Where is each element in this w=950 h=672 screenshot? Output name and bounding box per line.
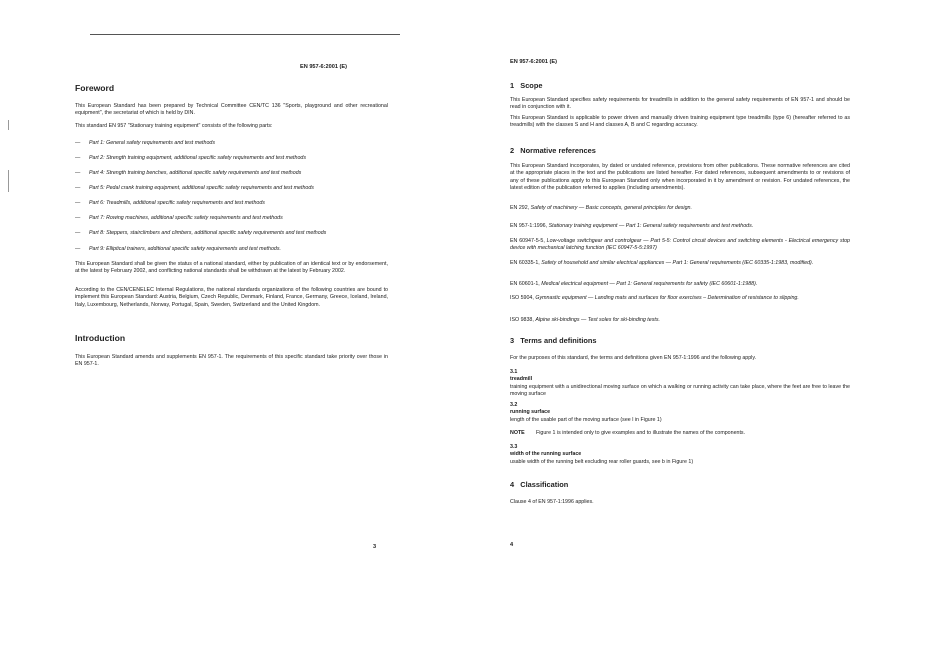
part-title: Part 1: General safety requirements and test methods bbox=[89, 140, 216, 146]
page-header: EN 957-6:2001 (E) bbox=[510, 59, 557, 65]
part-title: Part 8: Steppers, stairclimbers and climbers, additional specific safety requirements and test methods bbox=[89, 230, 327, 236]
part-list-item bbox=[75, 140, 388, 147]
scan-mark bbox=[8, 120, 9, 130]
page-number: 3 bbox=[373, 544, 377, 550]
reference-item bbox=[510, 281, 850, 288]
dash: — bbox=[75, 155, 81, 161]
part-title: Part 5: Pedal crank training equipment, additional specific safety requirements and test methods bbox=[89, 185, 314, 191]
reference-title: Gymnastic equipment — Landing mats and surfaces for floor exercises – Determination of resistance to slipping. bbox=[535, 295, 799, 301]
reference-title: Alpine ski-bindings — Test soles for ski-binding tests. bbox=[535, 317, 660, 323]
term-entry bbox=[510, 402, 850, 424]
reference-title: Medical electrical equipment — Part 1: General requirements for safety (IEC 60601-1:1988). bbox=[541, 281, 758, 287]
reference-id: EN 957-1:1996, bbox=[510, 223, 549, 229]
term-definition: length of the usable part of the moving surface (see l in Figure 1) bbox=[510, 416, 662, 423]
foreword-paragraph: This European Standard has been prepared by Technical Committee CEN/TC 136 "Sports, playground and other recreational equipment", the secretariat of which is held by DIN. bbox=[75, 103, 388, 117]
part-title: Part 9: Elliptical trainers, additional specific safety requirements and test methods. bbox=[89, 246, 281, 252]
part-title: Part 7: Rowing machines, additional specific safety requirements and test methods bbox=[89, 215, 283, 221]
dash: — bbox=[75, 185, 81, 191]
normative-references-heading: 2 Normative references bbox=[510, 146, 596, 155]
introduction-paragraph: This European Standard amends and supplements EN 957-1. The requirements of this specific standard take priority over those in EN 957-1. bbox=[75, 354, 388, 368]
reference-item bbox=[510, 295, 850, 302]
term-name: treadmill bbox=[510, 376, 533, 383]
reference-id: EN 60947-5-5, bbox=[510, 238, 547, 244]
note-label: NOTE bbox=[510, 430, 525, 436]
scope-heading: 1 Scope bbox=[510, 81, 543, 90]
reference-title: Low-voltage switchgear and controlgear — Part 5-5: Control circuit devices and switching elements - Electrical emergency stop device with mechanical latching function (IEC 60947-5-5:1997) bbox=[510, 238, 850, 252]
scan-mark bbox=[8, 170, 9, 192]
dash: — bbox=[75, 246, 81, 252]
reference-item bbox=[510, 205, 850, 212]
term-name: width of the running surface bbox=[510, 451, 582, 458]
term-definition: usable width of the running belt excluding rear roller guards, see b in Figure 1) bbox=[510, 458, 694, 465]
reference-id: ISO 9838, bbox=[510, 317, 536, 323]
reference-id: EN 60335-1, bbox=[510, 260, 542, 266]
classification-paragraph: Clause 4 of EN 957-1:1996 applies. bbox=[510, 499, 594, 505]
part-title: Part 2: Strength training equipment, additional specific safety requirements and test methods bbox=[89, 155, 306, 161]
reference-item bbox=[510, 238, 850, 253]
foreword-paragraph: According to the CEN/CENELEC Internal Regulations, the national standards organizations of the following countries are bound to implement this European Standard: Austria, Belgium, Czech Republic, Denmark, Finland, France, Germany, Greece, Iceland, Ireland, Italy, Luxembourg, Netherlands, Norway, Portugal, Spain, Sweden, Switzerland and the United Kingdom. bbox=[75, 287, 388, 308]
foreword-heading: Foreword bbox=[75, 83, 115, 93]
introduction-heading: Introduction bbox=[75, 333, 126, 343]
dash: — bbox=[75, 230, 81, 236]
reference-title: Safety of household and similar electrical appliances — Part 1: General requirements (IEC 60335-1:1983, modified). bbox=[541, 260, 814, 266]
term-number: 3.2 bbox=[510, 402, 518, 408]
page-number: 4 bbox=[510, 542, 514, 548]
dash: — bbox=[75, 170, 81, 176]
dash: — bbox=[75, 200, 81, 206]
reference-id: EN 60601-1, bbox=[510, 281, 542, 287]
reference-item bbox=[510, 223, 850, 230]
part-list-item bbox=[75, 215, 388, 222]
note-text: Figure 1 is intended only to give examples and to illustrate the names of the components. bbox=[536, 430, 746, 436]
header-rule bbox=[90, 34, 400, 35]
dash: — bbox=[75, 215, 81, 221]
part-list-item bbox=[75, 230, 388, 237]
reference-id: ISO 5904, bbox=[510, 295, 536, 301]
reference-title: Safety of machinery — Basic concepts, general principles for design. bbox=[530, 205, 692, 211]
reference-id: EN 292, bbox=[510, 205, 531, 211]
reference-title: Stationary training equipment — Part 1: General safety requirements and test methods. bbox=[548, 223, 754, 229]
note bbox=[510, 430, 850, 437]
part-list-item bbox=[75, 155, 388, 162]
term-entry bbox=[510, 444, 850, 466]
term-number: 3.3 bbox=[510, 444, 518, 450]
normative-references-paragraph: This European Standard incorporates, by dated or undated reference, provisions from other publications. These normative references are cited at the appropriate places in the text and the publications are listed hereafter. For dated references, subsequent amendments to or revisions of any of these publications apply to this European Standard only when incorporated in it by amendment or revision. For undated references, the latest edition of the publication referred to applies (including amendments). bbox=[510, 163, 850, 192]
part-list-item bbox=[75, 170, 388, 177]
term-name: running surface bbox=[510, 409, 551, 416]
reference-item bbox=[510, 317, 850, 324]
term-number: 3.1 bbox=[510, 369, 518, 375]
part-title: Part 4: Strength training benches, additional specific safety requirements and test methods bbox=[89, 170, 302, 176]
scope-paragraph: This European Standard is applicable to power driven and manually driven training equipment type treadmills (type 6) (hereafter referred to as treadmills) with the classes S and H and classes A, B and C regarding accuracy. bbox=[510, 115, 850, 129]
part-list-item bbox=[75, 246, 388, 253]
reference-item bbox=[510, 260, 850, 267]
dash: — bbox=[75, 140, 81, 146]
term-definition: training equipment with a unidirectional moving surface on which a walking or running activity can take place, where the feet are free to leave the moving surface bbox=[510, 383, 850, 398]
foreword-paragraph: This European Standard shall be given the status of a national standard, either by publication of an identical text or by endorsement, at the latest by February 2002, and conflicting national standards shall be withdrawn at the latest by February 2002. bbox=[75, 261, 388, 275]
foreword-paragraph: This standard EN 957 "Stationary training equipment" consists of the following parts: bbox=[75, 123, 273, 129]
part-list-item bbox=[75, 200, 388, 207]
terms-paragraph: For the purposes of this standard, the terms and definitions given EN 957-1:1996 and the following apply. bbox=[510, 355, 757, 361]
part-title: Part 6: Treadmills, additional specific safety requirements and test methods bbox=[89, 200, 265, 206]
part-list-item bbox=[75, 185, 388, 192]
page-header: EN 957-6:2001 (E) bbox=[300, 64, 347, 70]
scope-paragraph: This European Standard specifies safety requirements for treadmills in addition to the general safety requirements of EN 957-1 and should be read in conjunction with it. bbox=[510, 97, 850, 111]
classification-heading: 4 Classification bbox=[510, 480, 569, 489]
terms-heading: 3 Terms and definitions bbox=[510, 336, 597, 345]
term-entry bbox=[510, 369, 850, 399]
